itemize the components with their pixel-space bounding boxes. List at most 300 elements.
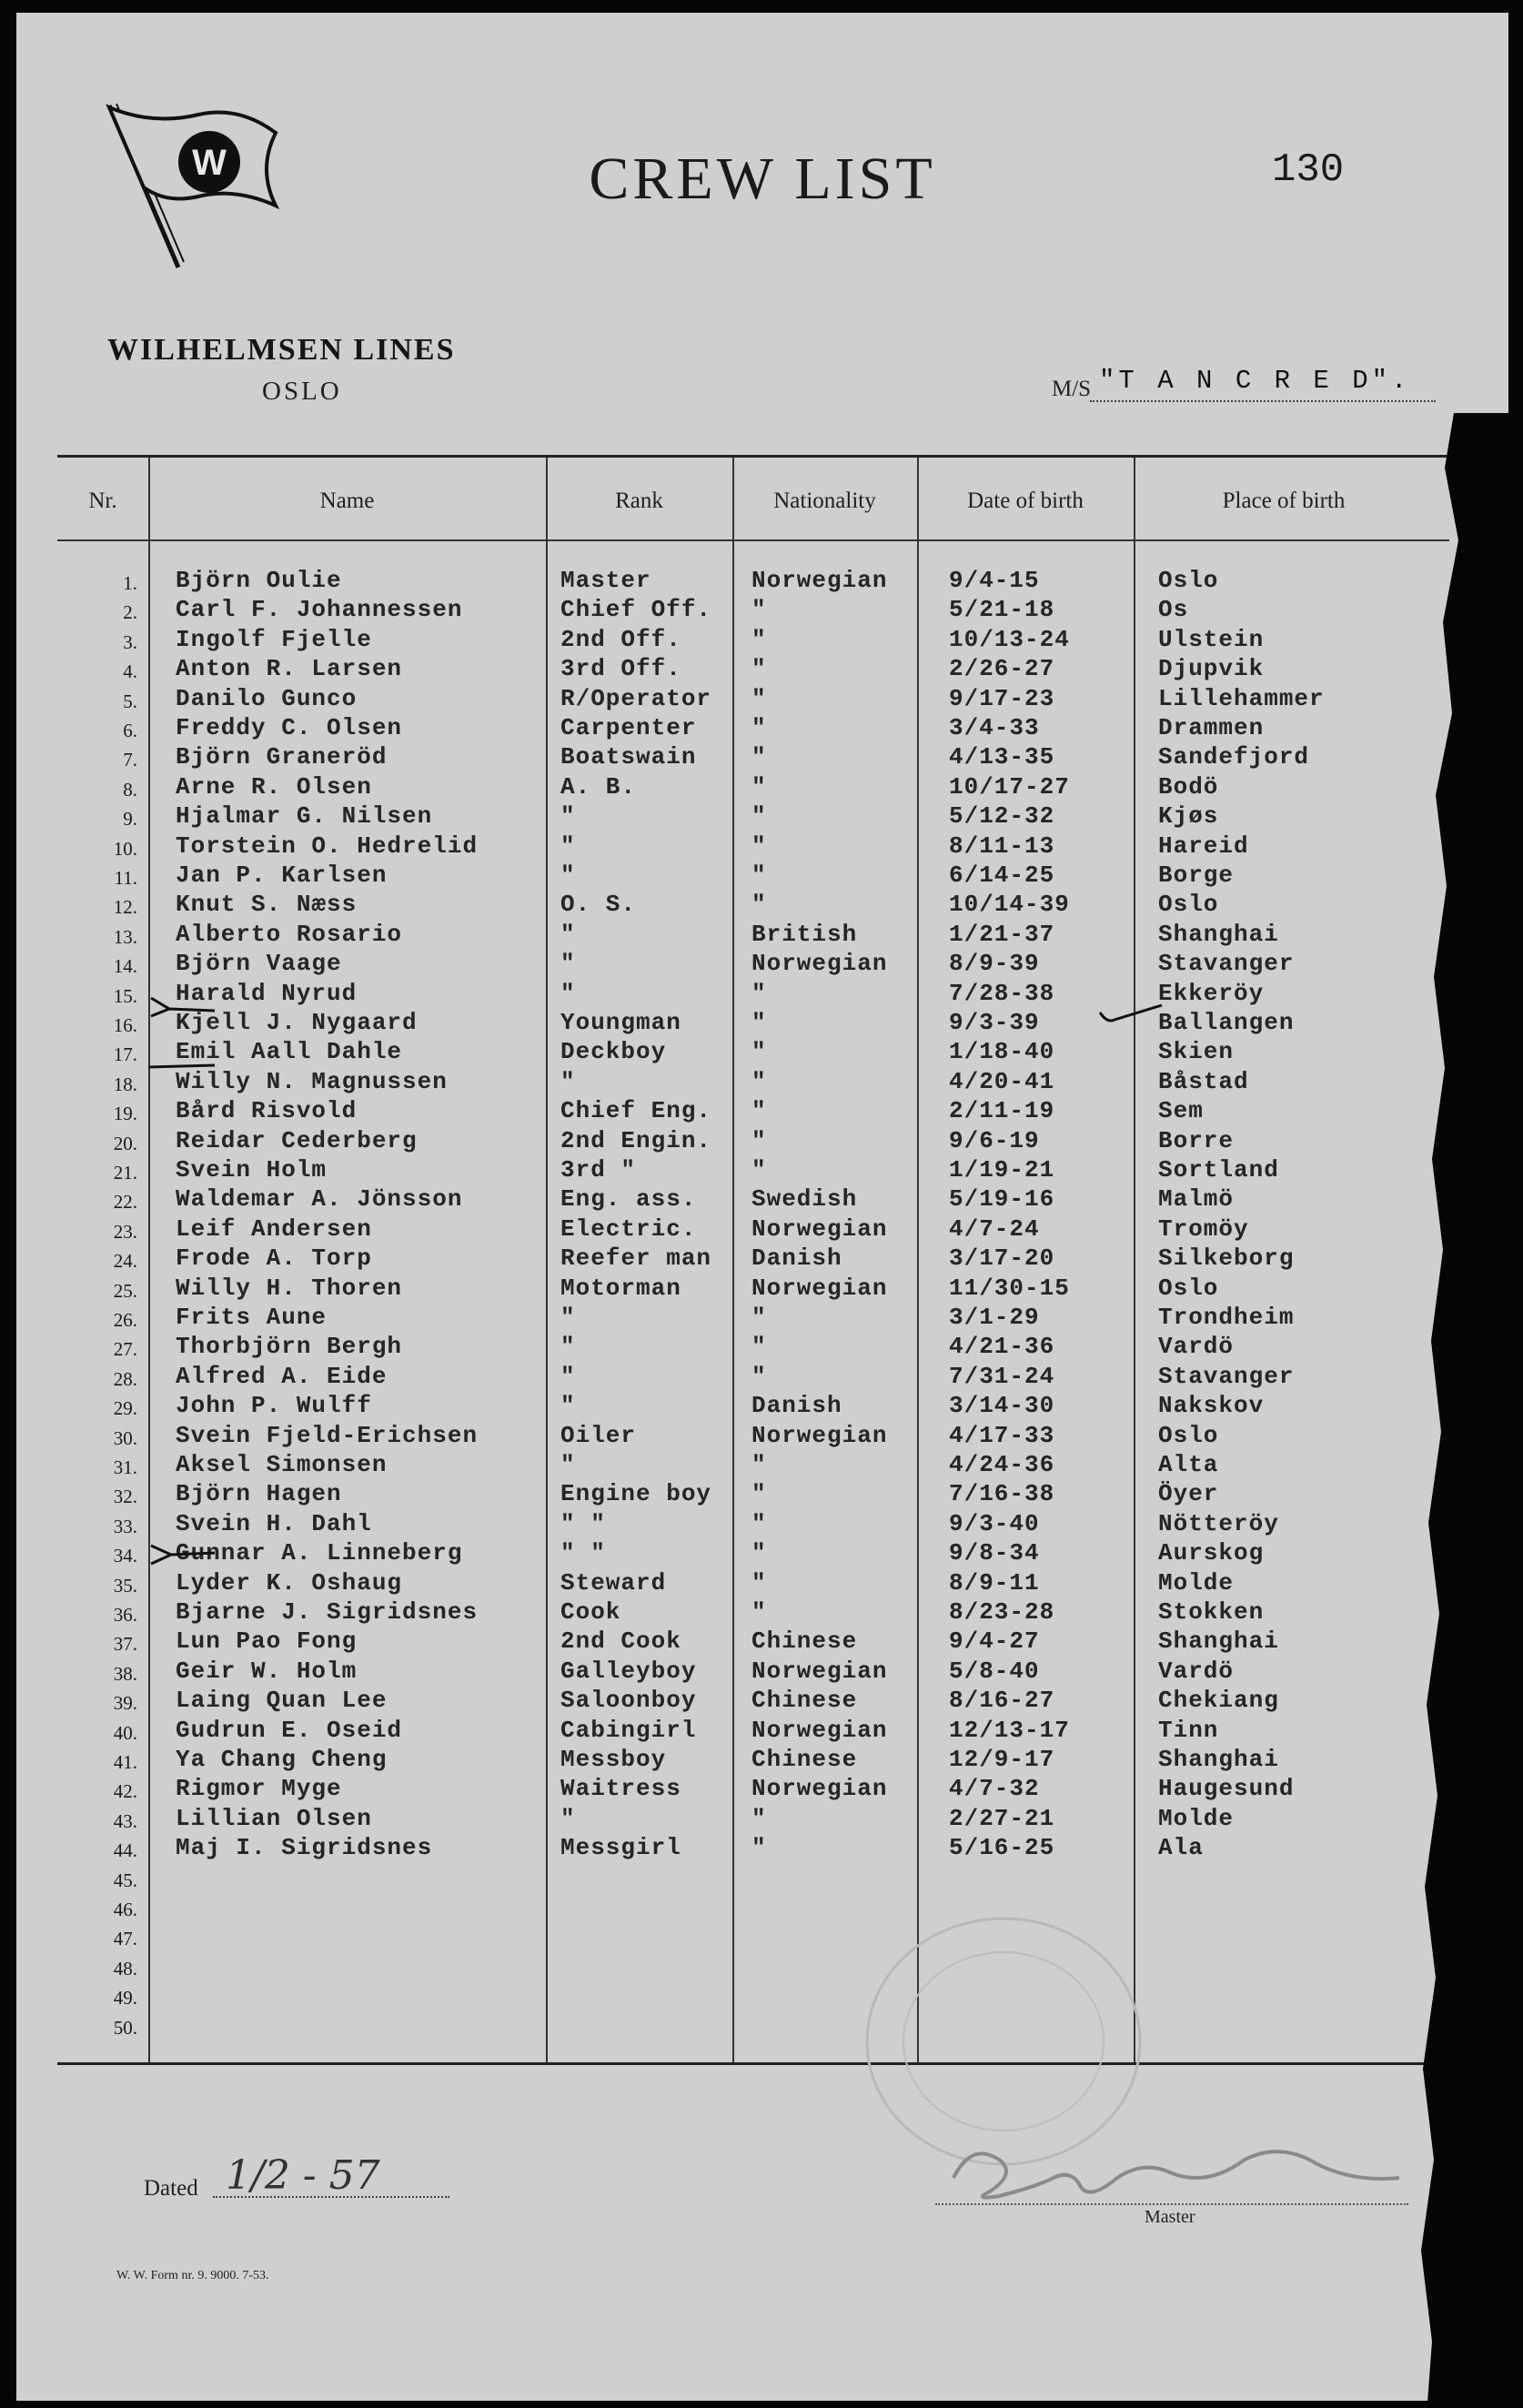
cell-rank: 2nd Engin. <box>560 1126 712 1154</box>
row-number: 39. <box>113 1692 137 1715</box>
cell-rank: " <box>560 979 576 1007</box>
cell-rank: " <box>560 1804 576 1832</box>
row-number: 22. <box>113 1191 137 1214</box>
cell-nationality: Norwegian <box>751 1274 888 1302</box>
cell-name: Danilo Gunco <box>176 684 358 712</box>
row-number: 30. <box>113 1426 137 1449</box>
cell-rank: " <box>560 1362 576 1390</box>
cell-nationality: " <box>751 1509 767 1537</box>
cell-name: Carl F. Johannessen <box>176 596 463 624</box>
cell-nationality: " <box>751 1126 767 1154</box>
cell-nationality: " <box>751 979 767 1007</box>
row-number: 37. <box>113 1633 137 1656</box>
cell-nationality: Chinese <box>751 1627 858 1656</box>
column-divider <box>732 458 734 2062</box>
row-number: 5. <box>123 690 137 712</box>
cell-nationality: Chinese <box>751 1746 858 1773</box>
column-header-place-of-birth: Place of birth <box>1222 489 1346 513</box>
cell-rank: Steward <box>560 1568 667 1597</box>
cell-date-of-birth: 4/21-36 <box>949 1333 1055 1361</box>
cell-name: Rigmor Myge <box>176 1775 342 1803</box>
crew-table <box>57 455 1449 2065</box>
cell-date-of-birth: 2/27-21 <box>949 1804 1055 1832</box>
cell-name: Freddy C. Olsen <box>176 714 403 741</box>
cell-nationality: " <box>751 684 767 712</box>
cell-date-of-birth: 5/21-18 <box>949 596 1055 624</box>
row-number: 14. <box>113 955 137 978</box>
column-header-date-of-birth: Date of birth <box>967 489 1084 513</box>
cell-nationality: Norwegian <box>751 1214 888 1243</box>
cell-date-of-birth: 12/13-17 <box>949 1716 1070 1744</box>
cell-rank: Chief Off. <box>560 596 712 624</box>
column-header-name: Name <box>319 489 375 513</box>
cell-date-of-birth: 9/3-40 <box>949 1509 1040 1537</box>
cell-nationality: Norwegian <box>751 1657 888 1685</box>
cell-place-of-birth: Shanghai <box>1158 1746 1279 1773</box>
cell-rank: Deckboy <box>560 1038 667 1066</box>
row-number: 36. <box>113 1604 137 1626</box>
cell-nationality: " <box>751 1038 767 1066</box>
cell-nationality: " <box>751 596 767 624</box>
cell-place-of-birth: Vardö <box>1158 1333 1235 1361</box>
cell-name: Frode A. Torp <box>176 1244 372 1273</box>
cell-name: Harald Nyrud <box>176 979 358 1007</box>
cell-rank: Engine boy <box>560 1480 712 1508</box>
cell-name: Willy N. Magnussen <box>176 1067 448 1095</box>
cell-name: Willy H. Thoren <box>176 1274 403 1302</box>
cell-name: Björn Vaage <box>176 950 342 978</box>
row-number: 21. <box>113 1162 137 1184</box>
cell-rank: " <box>560 1067 576 1095</box>
cell-date-of-birth: 8/23-28 <box>949 1598 1055 1626</box>
cell-nationality: " <box>751 861 767 889</box>
cell-name: Björn Hagen <box>176 1480 342 1508</box>
row-number: 34. <box>113 1545 137 1567</box>
cell-rank: " <box>560 1333 576 1361</box>
cell-nationality: " <box>751 1304 767 1331</box>
row-number: 43. <box>113 1809 137 1832</box>
row-number: 6. <box>123 720 137 741</box>
cell-name: Torstein O. Hedrelid <box>176 831 479 860</box>
column-header-nr: Nr. <box>88 489 117 513</box>
cell-rank: Cabingirl <box>560 1716 697 1744</box>
cell-place-of-birth: Sortland <box>1158 1156 1279 1184</box>
cell-date-of-birth: 1/18-40 <box>949 1038 1055 1066</box>
cell-date-of-birth: 9/3-39 <box>949 1009 1040 1036</box>
cell-name: Reidar Cederberg <box>176 1126 418 1154</box>
cell-name: Arne R. Olsen <box>176 772 372 801</box>
row-number: 24. <box>113 1250 137 1273</box>
form-number-note: W. W. Form nr. 9. 9000. 7-53. <box>116 2269 269 2282</box>
cell-place-of-birth: Båstad <box>1158 1067 1249 1095</box>
column-divider <box>917 458 919 2062</box>
cell-rank: Master <box>560 567 651 594</box>
cell-rank: " " <box>560 1509 606 1537</box>
cell-name: Anton R. Larsen <box>176 655 403 683</box>
row-number: 32. <box>113 1486 137 1508</box>
cell-rank: Eng. ass. <box>560 1185 697 1214</box>
tick-mark <box>1094 998 1167 1031</box>
cell-date-of-birth: 11/30-15 <box>949 1274 1070 1302</box>
cell-nationality: " <box>751 772 767 801</box>
cell-nationality: Norwegian <box>751 1775 888 1803</box>
cell-name: Kjell J. Nygaard <box>176 1009 418 1036</box>
cell-date-of-birth: 4/24-36 <box>949 1451 1055 1478</box>
cell-place-of-birth: Borre <box>1158 1126 1235 1154</box>
cell-date-of-birth: 3/17-20 <box>949 1244 1055 1273</box>
cell-name: Geir W. Holm <box>176 1657 358 1685</box>
cell-date-of-birth: 5/12-32 <box>949 802 1055 831</box>
column-divider <box>546 458 548 2062</box>
row-number: 19. <box>113 1103 137 1125</box>
cell-date-of-birth: 9/8-34 <box>949 1539 1040 1567</box>
cell-date-of-birth: 5/8-40 <box>949 1657 1040 1685</box>
cell-place-of-birth: Hareid <box>1158 831 1249 860</box>
cell-date-of-birth: 3/1-29 <box>949 1304 1040 1331</box>
cell-name: Emil Aall Dahle <box>176 1038 403 1066</box>
cell-nationality: Danish <box>751 1392 842 1420</box>
column-header-rank: Rank <box>615 489 663 513</box>
row-number: 31. <box>113 1456 137 1478</box>
cell-place-of-birth: Shanghai <box>1158 920 1279 948</box>
cell-nationality: Chinese <box>751 1687 858 1715</box>
row-number: 38. <box>113 1662 137 1685</box>
cell-nationality: Norwegian <box>751 567 888 594</box>
cell-name: Laing Quan Lee <box>176 1687 388 1715</box>
cell-place-of-birth: Molde <box>1158 1568 1235 1597</box>
row-number: 3. <box>123 630 137 653</box>
cell-place-of-birth: Stavanger <box>1158 950 1295 978</box>
cell-name: Hjalmar G. Nilsen <box>176 802 433 831</box>
row-number: 33. <box>113 1515 137 1537</box>
cell-place-of-birth: Oslo <box>1158 1421 1219 1449</box>
cell-place-of-birth: Haugesund <box>1158 1775 1295 1803</box>
row-number: 26. <box>113 1309 137 1331</box>
row-number: 23. <box>113 1220 137 1243</box>
logo-letter: W <box>192 143 227 183</box>
cell-rank: " <box>560 950 576 978</box>
cell-name: Alfred A. Eide <box>176 1362 388 1390</box>
row-number: 45. <box>113 1869 137 1891</box>
cell-rank: Carpenter <box>560 714 697 741</box>
cell-place-of-birth: Kjøs <box>1158 802 1219 831</box>
cell-date-of-birth: 3/4-33 <box>949 714 1040 741</box>
cell-place-of-birth: Molde <box>1158 1804 1235 1832</box>
cell-place-of-birth: Os <box>1158 596 1189 624</box>
cell-nationality: Norwegian <box>751 1716 888 1744</box>
cell-date-of-birth: 9/4-27 <box>949 1627 1040 1656</box>
cell-rank: Youngman <box>560 1009 681 1036</box>
cell-nationality: " <box>751 1009 767 1036</box>
cell-nationality: Norwegian <box>751 950 888 978</box>
cell-nationality: Swedish <box>751 1185 858 1214</box>
cell-date-of-birth: 6/14-25 <box>949 861 1055 889</box>
cell-name: Gudrun E. Oseid <box>176 1716 403 1744</box>
column-divider <box>148 458 150 2062</box>
cell-date-of-birth: 10/17-27 <box>949 772 1070 801</box>
document-title: CREW LIST <box>589 146 936 212</box>
cell-nationality: " <box>751 802 767 831</box>
cell-name: Bård Risvold <box>176 1097 358 1125</box>
cell-rank: Chief Eng. <box>560 1097 712 1125</box>
row-number: 41. <box>113 1751 137 1773</box>
cell-date-of-birth: 8/9-39 <box>949 950 1040 978</box>
column-header-nationality: Nationality <box>773 489 876 513</box>
cell-place-of-birth: Malmö <box>1158 1185 1235 1214</box>
checkmark-arrow <box>144 1540 217 1567</box>
row-number: 49. <box>113 1987 137 2010</box>
row-number: 20. <box>113 1132 137 1154</box>
cell-place-of-birth: Ulstein <box>1158 625 1265 653</box>
row-number: 48. <box>113 1957 137 1980</box>
cell-nationality: " <box>751 1333 767 1361</box>
cell-place-of-birth: Sem <box>1158 1097 1204 1125</box>
cell-date-of-birth: 9/6-19 <box>949 1126 1040 1154</box>
page-number: 130 <box>1272 147 1345 193</box>
cell-name: Lillian Olsen <box>176 1804 372 1832</box>
cell-name: Thorbjörn Bergh <box>176 1333 403 1361</box>
header-divider <box>57 539 1449 541</box>
cell-date-of-birth: 4/17-33 <box>949 1421 1055 1449</box>
cell-rank: Boatswain <box>560 743 697 771</box>
cell-place-of-birth: Tromöy <box>1158 1214 1249 1243</box>
cell-place-of-birth: Stavanger <box>1158 1362 1295 1390</box>
cell-nationality: Norwegian <box>751 1421 888 1449</box>
cell-rank: Reefer man <box>560 1244 712 1273</box>
cell-nationality: British <box>751 920 858 948</box>
cell-place-of-birth: Silkeborg <box>1158 1244 1295 1273</box>
cell-nationality: " <box>751 1598 767 1626</box>
row-number: 47. <box>113 1928 137 1950</box>
cell-name: Bjarne J. Sigridsnes <box>176 1598 479 1626</box>
cell-rank: A. B. <box>560 772 637 801</box>
cell-date-of-birth: 4/7-24 <box>949 1214 1040 1243</box>
row-number: 10. <box>113 837 137 860</box>
cell-date-of-birth: 8/9-11 <box>949 1568 1040 1597</box>
row-number: 12. <box>113 896 137 919</box>
cell-name: Ingolf Fjelle <box>176 625 372 653</box>
cell-place-of-birth: Skien <box>1158 1038 1235 1066</box>
cell-place-of-birth: Chekiang <box>1158 1687 1279 1715</box>
cell-rank: " <box>560 802 576 831</box>
cell-name: Svein Holm <box>176 1156 328 1184</box>
cell-place-of-birth: Stokken <box>1158 1598 1265 1626</box>
cell-nationality: " <box>751 1539 767 1567</box>
row-number: 11. <box>114 867 137 889</box>
cell-rank: 3rd Off. <box>560 655 681 683</box>
cell-nationality: " <box>751 1568 767 1597</box>
company-name: WILHELMSEN LINES <box>107 333 456 367</box>
cell-rank: Cook <box>560 1598 621 1626</box>
checkmark-arrow <box>144 992 217 1020</box>
cell-date-of-birth: 7/16-38 <box>949 1480 1055 1508</box>
cell-name: Svein Fjeld-Erichsen <box>176 1421 479 1449</box>
cell-rank: " <box>560 1304 576 1331</box>
wilhelmsen-flag-logo <box>89 87 289 278</box>
cell-place-of-birth: Shanghai <box>1158 1627 1279 1656</box>
row-number: 8. <box>123 778 137 801</box>
cell-rank: " <box>560 831 576 860</box>
cell-nationality: " <box>751 714 767 741</box>
cell-name: Björn Graneröd <box>176 743 388 771</box>
cell-rank: " " <box>560 1539 606 1567</box>
cell-date-of-birth: 10/14-39 <box>949 891 1070 919</box>
cell-date-of-birth: 12/9-17 <box>949 1746 1055 1773</box>
cell-rank: Saloonboy <box>560 1687 697 1715</box>
cell-rank: " <box>560 920 576 948</box>
cell-name: Maj I. Sigridsnes <box>176 1834 433 1862</box>
cell-name: Svein H. Dahl <box>176 1509 372 1537</box>
cell-nationality: " <box>751 831 767 860</box>
row-number: 27. <box>113 1338 137 1361</box>
cell-place-of-birth: Djupvik <box>1158 655 1265 683</box>
cell-rank: " <box>560 861 576 889</box>
cell-date-of-birth: 4/13-35 <box>949 743 1055 771</box>
cell-place-of-birth: Ekkeröy <box>1158 979 1265 1007</box>
master-label: Master <box>1145 2207 1195 2227</box>
cell-date-of-birth: 7/31-24 <box>949 1362 1055 1390</box>
cell-rank: Messboy <box>560 1746 667 1773</box>
cell-nationality: " <box>751 1804 767 1832</box>
row-number: 35. <box>113 1574 137 1597</box>
row-number: 29. <box>113 1397 137 1420</box>
cell-place-of-birth: Nötteröy <box>1158 1509 1279 1537</box>
row-number: 42. <box>113 1780 137 1803</box>
checkmark-arrow <box>144 1053 217 1076</box>
cell-name: Alberto Rosario <box>176 920 403 948</box>
cell-nationality: " <box>751 1451 767 1478</box>
ship-name: "T A N C R E D". <box>1099 366 1411 396</box>
cell-date-of-birth: 2/11-19 <box>949 1097 1055 1125</box>
cell-place-of-birth: Drammen <box>1158 714 1265 741</box>
cell-place-of-birth: Alta <box>1158 1451 1219 1478</box>
cell-date-of-birth: 2/26-27 <box>949 655 1055 683</box>
cell-place-of-birth: Oslo <box>1158 1274 1219 1302</box>
row-number: 25. <box>113 1279 137 1302</box>
cell-place-of-birth: Aurskog <box>1158 1539 1265 1567</box>
row-number: 46. <box>113 1899 137 1920</box>
cell-nationality: " <box>751 1362 767 1390</box>
row-number: 9. <box>123 808 137 831</box>
crew-list-sheet <box>16 13 1508 2401</box>
row-number: 18. <box>113 1073 137 1095</box>
row-number: 50. <box>113 2016 137 2039</box>
row-number: 4. <box>123 660 137 683</box>
dated-label: Dated <box>144 2176 198 2201</box>
cell-name: John P. Wulff <box>176 1392 372 1420</box>
cell-date-of-birth: 1/19-21 <box>949 1156 1055 1184</box>
cell-date-of-birth: 4/20-41 <box>949 1067 1055 1095</box>
cell-name: Leif Andersen <box>176 1214 372 1243</box>
cell-place-of-birth: Oslo <box>1158 891 1219 919</box>
cell-name: Lun Pao Fong <box>176 1627 358 1656</box>
row-number: 13. <box>113 925 137 948</box>
cell-place-of-birth: Borge <box>1158 861 1235 889</box>
cell-place-of-birth: Sandefjord <box>1158 743 1310 771</box>
cell-place-of-birth: Bodö <box>1158 772 1219 801</box>
cell-rank: 2nd Off. <box>560 625 681 653</box>
column-divider <box>1134 458 1135 2062</box>
cell-date-of-birth: 10/13-24 <box>949 625 1070 653</box>
cell-rank: Galleyboy <box>560 1657 697 1685</box>
cell-nationality: " <box>751 1067 767 1095</box>
cell-rank: Messgirl <box>560 1834 681 1862</box>
row-number: 2. <box>123 601 137 624</box>
cell-nationality: " <box>751 625 767 653</box>
cell-rank: R/Operator <box>560 684 712 712</box>
cell-date-of-birth: 9/17-23 <box>949 684 1055 712</box>
cell-place-of-birth: Ballangen <box>1158 1009 1295 1036</box>
cell-name: Lyder K. Oshaug <box>176 1568 403 1597</box>
dated-value: 1/2 - 57 <box>226 2152 380 2199</box>
cell-nationality: " <box>751 743 767 771</box>
cell-name: Jan P. Karlsen <box>176 861 388 889</box>
cell-name: Aksel Simonsen <box>176 1451 388 1478</box>
cell-place-of-birth: Lillehammer <box>1158 684 1325 712</box>
cell-rank: " <box>560 1392 576 1420</box>
cell-rank: 3rd " <box>560 1156 637 1184</box>
cell-place-of-birth: Öyer <box>1158 1480 1219 1508</box>
cell-place-of-birth: Vardö <box>1158 1657 1235 1685</box>
cell-rank: " <box>560 1451 576 1478</box>
cell-nationality: " <box>751 1156 767 1184</box>
row-number: 44. <box>113 1839 137 1862</box>
cell-date-of-birth: 3/14-30 <box>949 1392 1055 1420</box>
row-number: 28. <box>113 1367 137 1390</box>
cell-place-of-birth: Ala <box>1158 1834 1204 1862</box>
cell-nationality: " <box>751 1097 767 1125</box>
cell-date-of-birth: 8/11-13 <box>949 831 1055 860</box>
cell-nationality: " <box>751 1834 767 1862</box>
ship-label: M/S <box>1052 377 1092 401</box>
cell-date-of-birth: 4/7-32 <box>949 1775 1040 1803</box>
cell-place-of-birth: Nakskov <box>1158 1392 1265 1420</box>
cell-date-of-birth: 8/16-27 <box>949 1687 1055 1715</box>
cell-name: Knut S. Næss <box>176 891 358 919</box>
row-number: 16. <box>113 1014 137 1036</box>
master-signature-line <box>935 2194 1408 2205</box>
row-number: 17. <box>113 1043 137 1066</box>
cell-date-of-birth: 5/19-16 <box>949 1185 1055 1214</box>
cell-date-of-birth: 9/4-15 <box>949 567 1040 594</box>
row-number: 15. <box>113 984 137 1007</box>
cell-place-of-birth: Tinn <box>1158 1716 1219 1744</box>
cell-date-of-birth: 7/28-38 <box>949 979 1055 1007</box>
row-number: 1. <box>123 572 137 594</box>
cell-place-of-birth: Oslo <box>1158 567 1219 594</box>
cell-nationality: " <box>751 1480 767 1508</box>
cell-rank: O. S. <box>560 891 637 919</box>
cell-date-of-birth: 5/16-25 <box>949 1834 1055 1862</box>
cell-name: Björn Oulie <box>176 567 342 594</box>
cell-rank: Motorman <box>560 1274 681 1302</box>
row-number: 7. <box>123 749 137 771</box>
cell-rank: 2nd Cook <box>560 1627 681 1656</box>
company-city: OSLO <box>262 377 342 406</box>
cell-name: Ya Chang Cheng <box>176 1746 388 1773</box>
cell-date-of-birth: 1/21-37 <box>949 920 1055 948</box>
cell-nationality: " <box>751 891 767 919</box>
cell-rank: Electric. <box>560 1214 697 1243</box>
cell-place-of-birth: Trondheim <box>1158 1304 1295 1331</box>
cell-nationality: " <box>751 655 767 683</box>
torn-edge <box>1345 413 1508 2401</box>
cell-name: Frits Aune <box>176 1304 328 1331</box>
cell-rank: Oiler <box>560 1421 637 1449</box>
row-number: 40. <box>113 1721 137 1744</box>
cell-name: Gunnar A. Linneberg <box>176 1539 463 1567</box>
cell-name: Waldemar A. Jönsson <box>176 1185 463 1214</box>
